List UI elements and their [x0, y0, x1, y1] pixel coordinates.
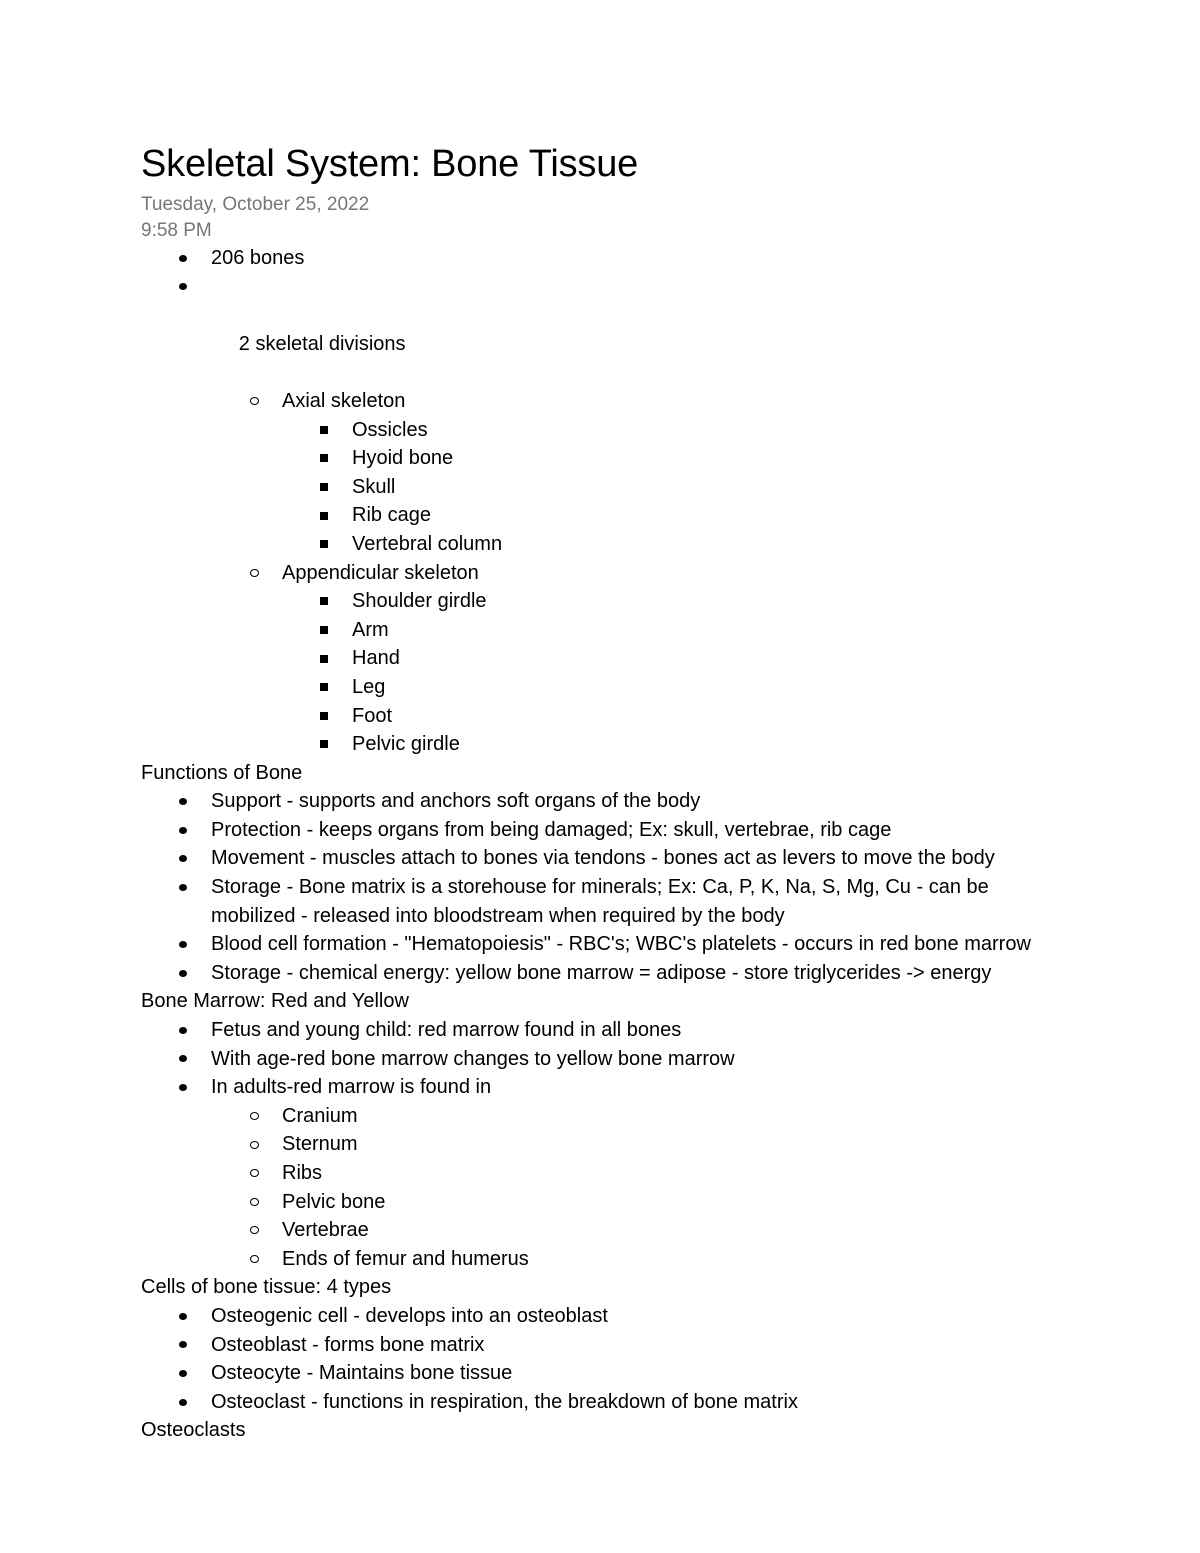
bullet-disc-icon	[173, 959, 193, 988]
bullet-circle-icon	[244, 559, 264, 588]
list-item	[141, 1331, 1141, 1360]
list-item	[141, 844, 1141, 873]
list-item-text: Ends of femur and humerus	[282, 1247, 529, 1270]
section-heading: Osteoclasts	[141, 1419, 246, 1442]
bullet-square-icon	[314, 587, 334, 616]
list-item	[141, 644, 1141, 673]
bullet-disc-icon	[173, 1073, 193, 1102]
list-item-text: Ribs	[282, 1162, 323, 1184]
bullet-square-icon	[314, 473, 334, 502]
list-item-text: 2 skeletal divisions	[233, 332, 406, 355]
bullet-disc-icon	[173, 787, 193, 816]
bullet-disc-icon	[173, 816, 193, 845]
list-item	[141, 273, 1141, 387]
bullet-disc-icon	[173, 930, 193, 959]
list-item-text: Cranium	[282, 1104, 358, 1127]
bullet-square-icon	[314, 444, 334, 473]
list-item-text: Osteocyte - Maintains bone tissue	[211, 1362, 513, 1385]
bullet-disc-icon	[173, 1302, 193, 1331]
list-item	[141, 787, 1141, 816]
list-item	[141, 673, 1141, 702]
bullet-circle-icon	[244, 387, 264, 416]
bullet-square-icon	[314, 644, 334, 673]
list-item	[141, 473, 1141, 502]
list-item	[141, 873, 1061, 930]
list-item	[141, 444, 1141, 473]
bullet-square-icon	[314, 530, 334, 559]
section-heading: Functions of Bone	[141, 761, 303, 784]
list-item-text: Protection - keeps organs from being damaged; Ex: skull, vertebrae, rib cage	[211, 818, 892, 841]
bullet-disc-icon	[173, 1359, 193, 1388]
bullet-square-icon	[314, 416, 334, 445]
list-item-text: Leg	[352, 675, 386, 698]
bullet-disc-icon	[173, 244, 193, 273]
list-item	[141, 616, 1141, 645]
list-item	[141, 1216, 1141, 1245]
bullet-disc-icon	[173, 1045, 193, 1074]
list-item-text: Axial skeleton	[282, 389, 406, 412]
bullet-square-icon	[314, 616, 334, 645]
list-item-text: Rib cage	[352, 504, 431, 527]
list-item-text: Foot	[352, 704, 393, 727]
bullet-circle-icon	[244, 1102, 264, 1131]
list-item	[141, 1188, 1141, 1217]
bullet-disc-icon	[173, 873, 193, 902]
bullet-circle-icon	[244, 1130, 264, 1159]
list-item-text: Pelvic bone	[282, 1190, 386, 1213]
bullet-circle-icon	[244, 1245, 264, 1274]
bullet-circle-icon	[244, 1216, 264, 1245]
list-item-text: Fetus and young child: red marrow found in all bones	[211, 1019, 682, 1042]
list-item-text: Sternum	[282, 1133, 358, 1156]
list-item-text: With age-red bone marrow changes to yellow bone marrow	[211, 1047, 735, 1070]
bullet-square-icon	[314, 501, 334, 530]
list-item-text: 206 bones	[211, 247, 305, 269]
list-item-text: Vertebrae	[282, 1219, 369, 1242]
list-item-text: Appendicular skeleton	[282, 561, 479, 584]
list-item	[141, 1016, 1141, 1045]
list-item-text: Ossicles	[352, 418, 428, 441]
list-item-text: Movement - muscles attach to bones via tendons - bones act as levers to move the body	[211, 847, 995, 870]
list-item-text: Storage - Bone matrix is a storehouse for minerals; Ex: Ca, P, K, Na, S, Mg, Cu - can be mobilized - released into bloodstream when required by the body	[211, 876, 989, 927]
list-item	[141, 1302, 1141, 1331]
bullet-circle-icon	[244, 1188, 264, 1217]
list-item	[141, 1159, 1141, 1188]
list-item-text: Hyoid bone	[352, 447, 454, 470]
list-item	[141, 530, 1141, 559]
list-item	[141, 1245, 1141, 1274]
bullet-disc-icon	[173, 1016, 193, 1045]
list-item-text: Vertebral column	[352, 532, 503, 555]
list-item	[141, 587, 1141, 616]
list-item-text: Skull	[352, 475, 396, 498]
list-item	[141, 1359, 1141, 1388]
list-item	[141, 387, 1141, 416]
list-item	[141, 1073, 1141, 1102]
list-item	[141, 416, 1141, 445]
note-time: 9:58 PM	[141, 220, 212, 241]
bullet-disc-icon	[173, 1331, 193, 1360]
list-item-text: Osteoblast - forms bone matrix	[211, 1333, 485, 1356]
bullet-square-icon	[314, 730, 334, 759]
list-item-text: Storage - chemical energy: yellow bone marrow = adipose - store triglycerides -> energy	[211, 961, 992, 984]
list-item	[141, 244, 1141, 273]
list-item	[141, 702, 1141, 731]
list-item	[141, 1130, 1141, 1159]
list-item	[141, 730, 1141, 759]
bullet-disc-icon	[173, 1388, 193, 1417]
bullet-circle-icon	[244, 1159, 264, 1188]
list-item	[141, 816, 1141, 845]
section-heading: Bone Marrow: Red and Yellow	[141, 990, 409, 1013]
page-title: Skeletal System: Bone Tissue	[141, 143, 639, 185]
note-page	[141, 140, 1141, 1445]
note-date: Tuesday, October 25, 2022	[141, 194, 370, 215]
list-item-text: Blood cell formation - "Hematopoiesis" - RBC's; WBC's platelets - occurs in red bone marrow	[211, 933, 1031, 956]
list-item-text: In adults-red marrow is found in	[211, 1076, 492, 1099]
list-item-text: Shoulder girdle	[352, 590, 487, 613]
bullet-square-icon	[314, 673, 334, 702]
list-item-text: Arm	[352, 618, 389, 641]
list-item-text: Osteoclast - functions in respiration, the breakdown of bone matrix	[211, 1390, 798, 1413]
list-item-text: Pelvic girdle	[352, 733, 460, 756]
list-item	[141, 1102, 1141, 1131]
list-item	[141, 559, 1141, 588]
section-heading: Cells of bone tissue: 4 types	[141, 1276, 392, 1299]
list-item-text: Hand	[352, 647, 400, 670]
list-item-text: Osteogenic cell - develops into an osteoblast	[211, 1304, 608, 1327]
list-item	[141, 930, 1031, 959]
list-item	[141, 1388, 1141, 1417]
bullet-disc-icon	[173, 273, 193, 302]
list-item	[141, 959, 1141, 988]
bullet-disc-icon	[173, 844, 193, 873]
bullet-square-icon	[314, 702, 334, 731]
list-item	[141, 501, 1141, 530]
list-item	[141, 1045, 1141, 1074]
list-item-text: Support - supports and anchors soft organs of the body	[211, 790, 701, 813]
